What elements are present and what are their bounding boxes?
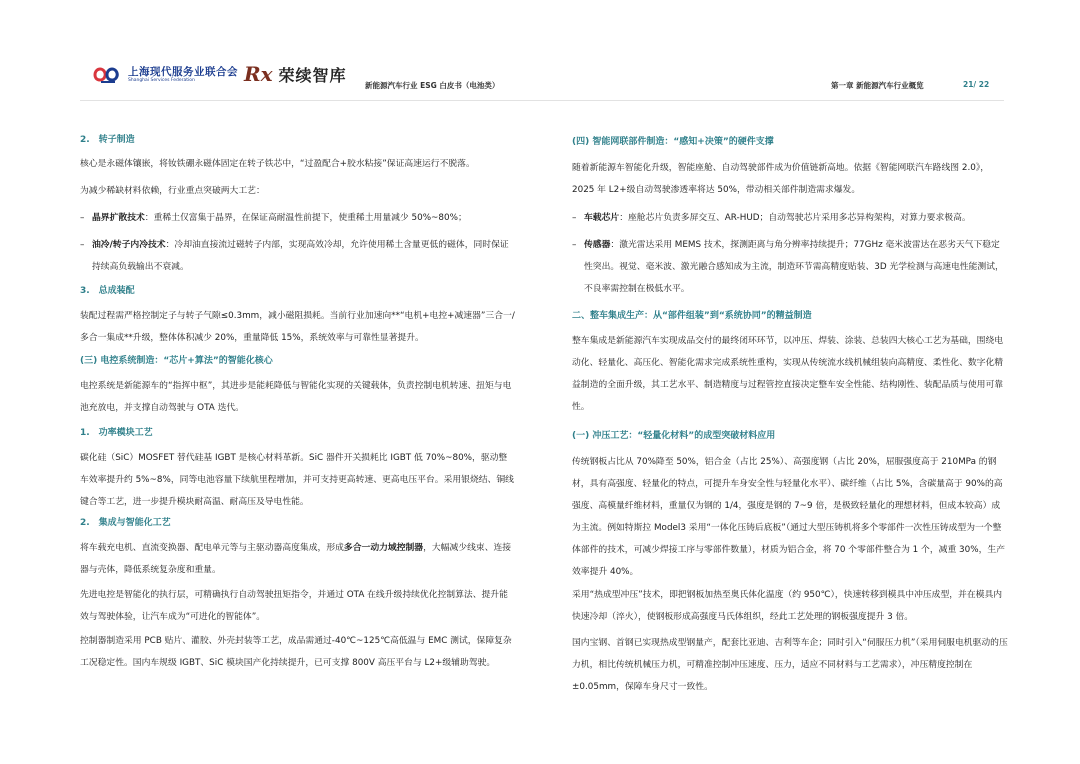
bullet-dash: –: [80, 213, 85, 223]
heading-control-system: (三) 电控系统制造：“芯片+算法”的智能化核心: [80, 356, 273, 366]
bullet-item: [80, 234, 516, 278]
paragraph: 随着新能源车智能化升级，智能座舱、自动驾驶部件成为价值链新高地。依据《智能网联汽车路线图 2.0》，2025 年 L2+级自动驾驶渗透率将达 50%，带动相关部件制造需求爆发。: [572, 163, 990, 195]
text-run: 将车载充电机、直流变换器、配电单元等与主驱动器高度集成，形成: [80, 543, 344, 553]
heading-smart-parts: (四) 智能网联部件制造：“感知+决策”的硬件支撑: [572, 137, 774, 147]
bullet-text: ：座舱芯片负责多屏交互、AR-HUD；自动驾驶芯片采用多芯异构架构，对算力要求极高。: [619, 213, 971, 223]
paragraph: 采用“热成型冲压”技术，即把钢板加热至奥氏体化温度（约 950℃），快速转移到模具中冲压成型，并在模具内快速冷却（淬火），使钢板形成高强度马氏体组织，经此工艺处理的钢板强度提升 3 倍。: [572, 590, 1003, 622]
paragraph: 先进电控是智能化的执行层，可精确执行自动驾驶扭矩指令，并通过 OTA 在线升级持续优化控制算法、提升能效与驾驶体验，让汽车成为“可进化的智能体”。: [80, 590, 508, 622]
heading-assembly: 3. 总成装配: [80, 286, 135, 296]
bullet-title: 车载芯片: [584, 213, 620, 223]
paragraph: 整车集成是新能源汽车实现成品交付的最终闭环环节，以冲压、焊装、涂装、总装四大核心工艺为基础，围绕电动化、轻量化、高压化、智能化需求完成系统性重构，实现从传统流水线机械组装向高精度、柔性化、数字化精益制造的全面升级，其工艺水平、制造精度与过程管控直接决定整车安全性能、结构刚性、装配品质与使用可靠性。: [572, 336, 1004, 412]
bullet-title: 传感器: [584, 240, 611, 250]
bullet-title: 油冷/转子内冷技术: [92, 240, 166, 250]
heading-power-module: 1. 功率模块工艺: [80, 428, 153, 438]
header-divider: [80, 100, 1004, 101]
bullet-title: 晶界扩散技术: [92, 213, 145, 223]
org-name-cn: 上海现代服务业联合会: [128, 65, 238, 78]
paragraph: [80, 537, 516, 581]
bullet-dash: –: [572, 213, 577, 223]
brand-mark: Rx: [244, 62, 273, 86]
paragraph: 国内宝钢、首钢已实现热成型钢量产，配套比亚迪、吉利等车企；同时引入“伺服压力机”（采用伺服电机驱动的压力机，相比传统机械压力机，可精准控制冲压速度、压力，适应不同材料与工艺需求），冲压精度控制在±0.05mm，保障车身尺寸一致性。: [572, 638, 1008, 692]
bullet-dash: –: [572, 240, 577, 250]
bullet-text: ：重稀土仅富集于晶界，在保证高耐温性前提下，使重稀土用量减少 50%~80%；: [144, 213, 467, 223]
org-logo-icon: [92, 64, 124, 86]
paragraph: 为减少稀缺材料依赖，行业重点突破两大工艺：: [80, 186, 265, 196]
org-logo: [92, 64, 238, 86]
paragraph: 控制器制造采用 PCB 贴片、灌胶、外壳封装等工艺，成品需通过-40℃~125℃高低温与 EMC 测试，保障复杂工况稳定性。国内车规级 IGBT、SiC 模块国产化持续提升，已可支撑 800V 高压平台与 L2+级辅助驾驶。: [80, 636, 512, 668]
paragraph: 装配过程需严格控制定子与转子气隙≤0.3mm，减小磁阻损耗。当前行业加速向**“电机+电控+减速器”三合一/多合一集成**升级，整体体积减少 20%，重量降低 15%，系统效率与可靠性显著提升。: [80, 311, 515, 343]
brand-logo: [244, 62, 347, 86]
heading-rotor: 2. 转子制造: [80, 135, 135, 145]
text-run: ，大幅减少线束、连接器与壳体，降低系统复杂度和重量。: [80, 543, 512, 575]
bullet-item: [80, 207, 516, 229]
bullet-item: [572, 207, 1008, 229]
page-header: [0, 0, 1080, 100]
heading-stamping: (一) 冲压工艺：“轻量化材料”的成型突破材料应用: [572, 431, 776, 441]
page-number: 21/ 22: [963, 80, 990, 89]
bullet-dash: –: [80, 240, 85, 250]
paragraph: 传统钢板占比从 70%降至 50%，铝合金（占比 25%）、高强度钢（占比 20%，屈服强度高于 210MPa 的钢材，具有高强度、轻量化的特点，可提升车身安全性与轻量化水平）、碳纤维（占比 5%，含碳量高于 90%的高强度、高模量纤维材料，重量仅为钢的 1/4，强度是钢的 7~9 倍，是极致轻量化的理想材料，但成本较高）成为主流。例如特斯拉 Model3 采用“一体化压铸后底板”（通过大型压铸机将多个零部件一次性压铸成型为一个整体部件的技术，可减少焊接工序与零部件数量），材质为铝合金，将 70 个零部件整合为 1 个，减重 30%，生产效率提升 40%。: [572, 457, 1005, 577]
document-title: 新能源汽车行业 ESG 白皮书（电池类）: [365, 81, 500, 90]
text-run-bold: 多合一动力域控制器: [343, 543, 424, 553]
heading-vehicle-integration: 二、整车集成生产：从“部件组装”到“系统协同”的精益制造: [572, 311, 812, 321]
chapter-title: 第一章 新能源汽车行业概览: [831, 81, 924, 90]
bullet-text: ：冷却油直接流过磁转子内部，实现高效冷却，允许使用稀土含量更低的磁体，同时保证持续高负载输出不衰减。: [92, 240, 509, 272]
bullet-item: [572, 234, 1008, 300]
bullet-text: ：激光雷达采用 MEMS 技术，探测距离与角分辨率持续提升；77GHz 毫米波雷达在恶劣天气下稳定性突出。视觉、毫米波、激光融合感知成为主流，制造环节需高精度贴装、3D 光学检测与高速电性能测试，不良率需控制在极低水平。: [584, 240, 1004, 294]
brand-name: 荣续智库: [278, 65, 347, 85]
paragraph: 核心是永磁体镶嵌，将钕铁硼永磁体固定在转子铁芯中，“过盈配合+胶水粘接”保证高速运行不脱落。: [80, 159, 475, 169]
paragraph: 碳化硅（SiC）MOSFET 替代硅基 IGBT 是核心材料革新。SiC 器件开关损耗比 IGBT 低 70%~80%，驱动整车效率提升约 5%~8%，同等电池容量下续航里程增加，并可支持更高转速、更高电压平台。采用银烧结、铜线键合等工艺，进一步提升模块耐高温、耐高压及导电性能。: [80, 453, 514, 507]
paragraph: 电控系统是新能源车的“指挥中枢”，其进步是能耗降低与智能化实现的关键载体，负责控制电机转速、扭矩与电池充放电，并支撑自动驾驶与 OTA 迭代。: [80, 381, 512, 413]
heading-integration: 2. 集成与智能化工艺: [80, 518, 171, 528]
org-name-en: Shanghai Services Federation: [128, 78, 195, 83]
